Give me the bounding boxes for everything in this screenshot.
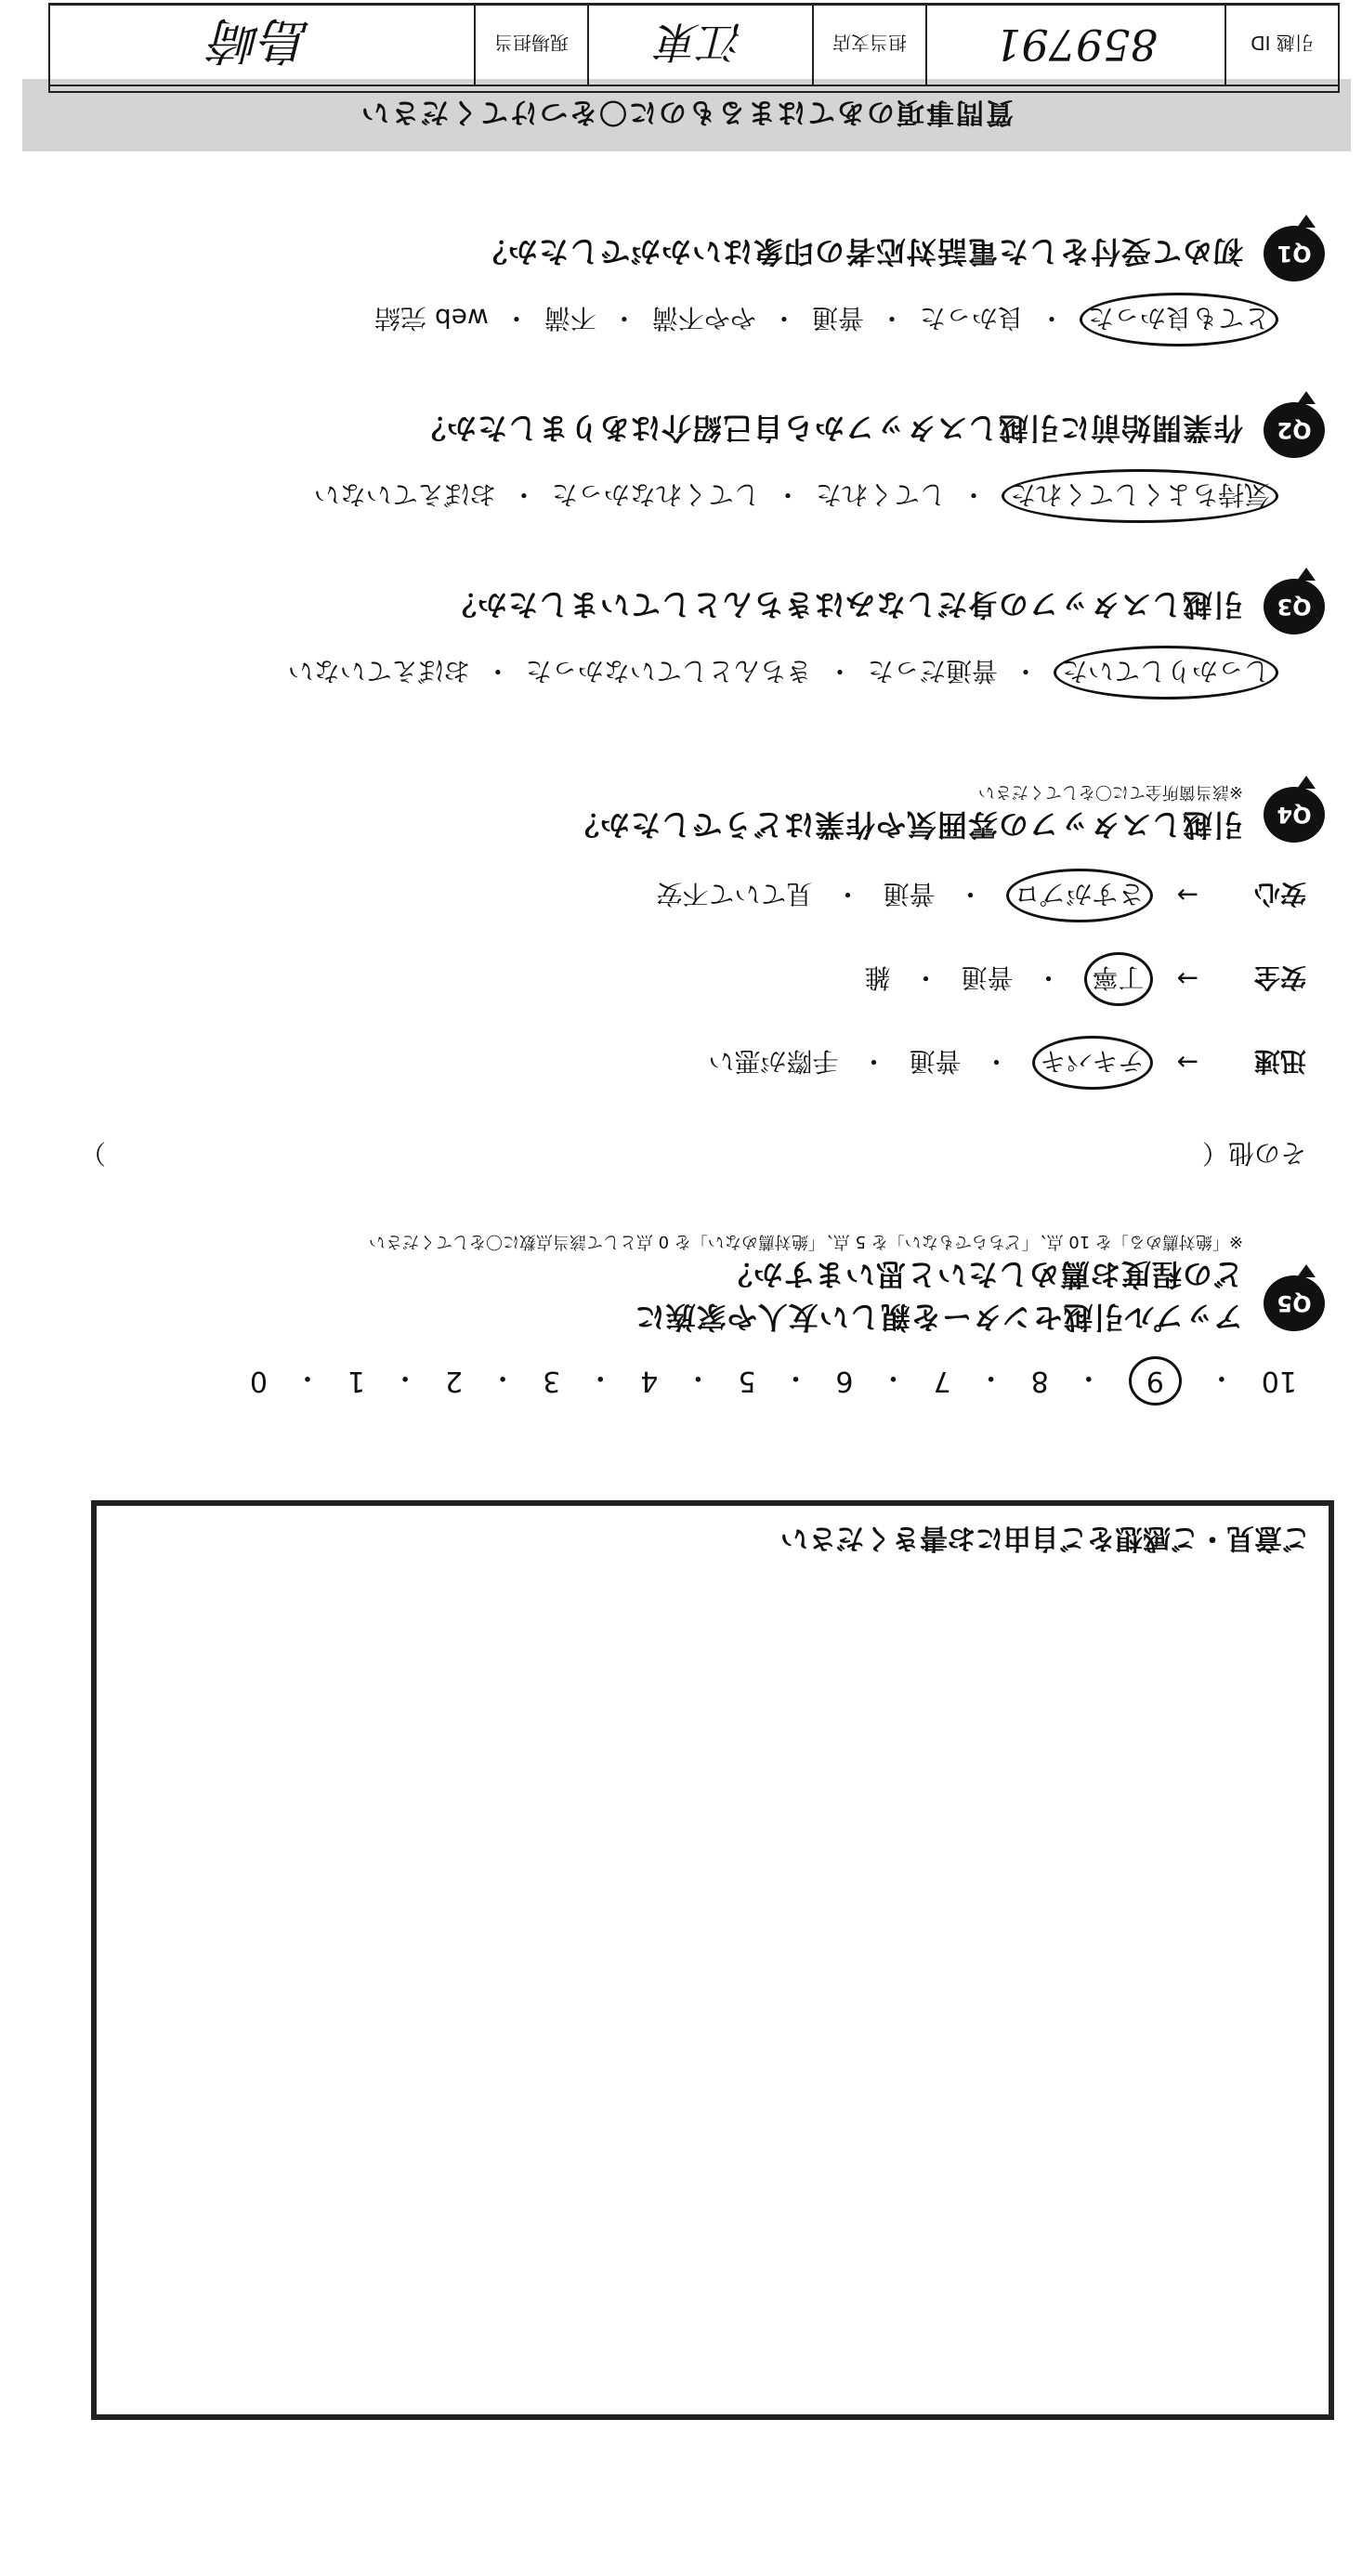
q1-options: とても良かった ・ 良かった ・ 普通 ・ やや不満 ・ 不満 ・ web 完結 xyxy=(374,293,1278,347)
q1-option-1[interactable]: とても良かった xyxy=(1080,293,1278,347)
q1-option-6[interactable]: web 完結 xyxy=(374,303,489,333)
question-5 xyxy=(369,1231,1325,1340)
q4-row-head: 安全 xyxy=(1253,962,1306,993)
q4-other-close: ） xyxy=(80,1138,107,1169)
q4-option[interactable]: さすがプロ xyxy=(1006,869,1153,922)
score-9[interactable]: 9 xyxy=(1129,1356,1182,1406)
q4-row-anzen: 安全 → 丁寧 ・ 普通 ・ 雑 xyxy=(864,952,1306,1006)
q3-text: 引越しスタッフの身だしなみはきちんとしていましたか？ xyxy=(445,587,1243,622)
score-6[interactable]: 6 xyxy=(835,1365,854,1397)
q4-option[interactable]: テキパキ xyxy=(1032,1036,1153,1090)
question-1 xyxy=(477,226,1325,281)
instruction-text: 質問事項のあてはまるものに〇をつけてください xyxy=(360,96,1014,128)
score-5[interactable]: 5 xyxy=(738,1365,756,1397)
q1-text: 初めて受付をした電話対応者の印象はいかがでしたか？ xyxy=(476,234,1243,269)
comment-area[interactable] xyxy=(91,1500,1334,2420)
score-0[interactable]: 0 xyxy=(249,1365,268,1397)
score-8[interactable]: 8 xyxy=(1030,1365,1049,1397)
q4-option[interactable]: 普通 xyxy=(961,962,1014,993)
q5-badge: Q5 xyxy=(1264,1275,1325,1331)
question-2 xyxy=(415,402,1325,458)
leader-label: 現場担当 xyxy=(474,5,587,85)
score-4[interactable]: 4 xyxy=(640,1365,659,1397)
q1-option-5[interactable]: 不満 xyxy=(543,303,596,333)
q1-option-4[interactable]: やや不満 xyxy=(651,303,756,333)
id-label: 引越 ID xyxy=(1224,5,1338,85)
id-value: 859791 xyxy=(925,5,1224,85)
q2-text: 作業開始前に引越しスタッフから自己紹介はありましたか？ xyxy=(414,411,1243,446)
q1-option-2[interactable]: 良かった xyxy=(919,303,1024,333)
q2-option-4[interactable]: おぼえていない xyxy=(313,479,496,510)
q2-badge: Q2 xyxy=(1264,402,1325,458)
q4-other xyxy=(80,1136,1306,1173)
q1-option-3[interactable]: 普通 xyxy=(811,303,864,333)
q3-option-3[interactable]: きちんとしていなかった xyxy=(525,656,812,686)
q4-option[interactable]: 丁寧 xyxy=(1084,952,1153,1006)
q4-row-anshin: 安心 → さすがプロ ・ 普通 ・ 見ていて不安 xyxy=(656,869,1306,922)
score-7[interactable]: 7 xyxy=(933,1365,951,1397)
score-1[interactable]: 1 xyxy=(347,1365,366,1397)
info-table-row xyxy=(48,3,1340,86)
q4-badge: Q4 xyxy=(1264,787,1325,843)
branch-label: 担当支店 xyxy=(812,5,925,85)
q2-option-1[interactable]: 気持ちよくしてくれた xyxy=(1002,469,1278,523)
q5-text-2: どの程度お薦めしたいと思いますか？ xyxy=(721,1257,1243,1292)
leader-value: 島崎 xyxy=(212,11,312,71)
score-10[interactable]: 10 xyxy=(1261,1365,1297,1397)
q3-options: しっかりしていた ・ 普通だった ・ きちんとしていなかった ・ おぼえていない xyxy=(288,646,1278,700)
q4-option[interactable]: 普通 xyxy=(883,879,936,909)
score-2[interactable]: 2 xyxy=(445,1365,464,1397)
question-3 xyxy=(446,579,1325,634)
q3-option-2[interactable]: 普通だった xyxy=(867,656,998,686)
q4-row-head: 迅速 xyxy=(1253,1046,1306,1077)
arrow-icon: → xyxy=(1176,880,1198,911)
q3-option-4[interactable]: おぼえていない xyxy=(287,656,470,686)
q4-row-head: 安心 xyxy=(1253,879,1306,909)
q3-option-1[interactable]: しっかりしていた xyxy=(1054,646,1278,700)
q4-option[interactable]: 普通 xyxy=(909,1046,962,1077)
comment-label: ご意見・ご感想をご自由にお書きください xyxy=(780,1522,1310,1554)
q1-badge: Q1 xyxy=(1264,226,1325,281)
q4-note: ※該当箇所全てに〇をしてください xyxy=(977,782,1243,802)
arrow-icon: → xyxy=(1176,1047,1198,1079)
q4-option[interactable]: 見ていて不安 xyxy=(656,879,813,909)
branch-value: 江東 xyxy=(587,5,812,85)
q2-options: 気持ちよくしてくれた ・ してくれた ・ してくれなかった ・ おぼえていない xyxy=(314,469,1278,523)
q2-option-3[interactable]: してくれなかった xyxy=(551,479,760,510)
q2-option-2[interactable]: してくれた xyxy=(815,479,946,510)
question-4 xyxy=(569,781,1325,848)
q5-scale: 10 ・ 9 ・ 8 ・ 7 ・ 6 ・ 5 ・ 4 ・ 3 ・ 2 ・ 1 ・ 0 xyxy=(250,1356,1297,1406)
q4-other-label: その他（ xyxy=(1201,1138,1306,1169)
q5-text-1: アップル引越センターを親しい友人や家族に xyxy=(634,1300,1243,1335)
q4-option[interactable]: 雑 xyxy=(864,962,891,993)
score-3[interactable]: 3 xyxy=(543,1365,561,1397)
q4-text: 引越しスタッフの雰囲気や作業はどうでしたか？ xyxy=(568,807,1243,843)
q4-row-jinsoku: 迅速 → テキパキ ・ 普通 ・ 手際が悪い xyxy=(708,1036,1306,1090)
q3-badge: Q3 xyxy=(1264,579,1325,634)
q5-note: ※「絶対薦める」を 10 点、「どちらでもない」を 5 点、「絶対薦めない」を 0 点として該当点数に〇をしてください xyxy=(368,1232,1243,1251)
arrow-icon: → xyxy=(1176,963,1198,995)
q4-option[interactable]: 手際が悪い xyxy=(708,1046,839,1077)
